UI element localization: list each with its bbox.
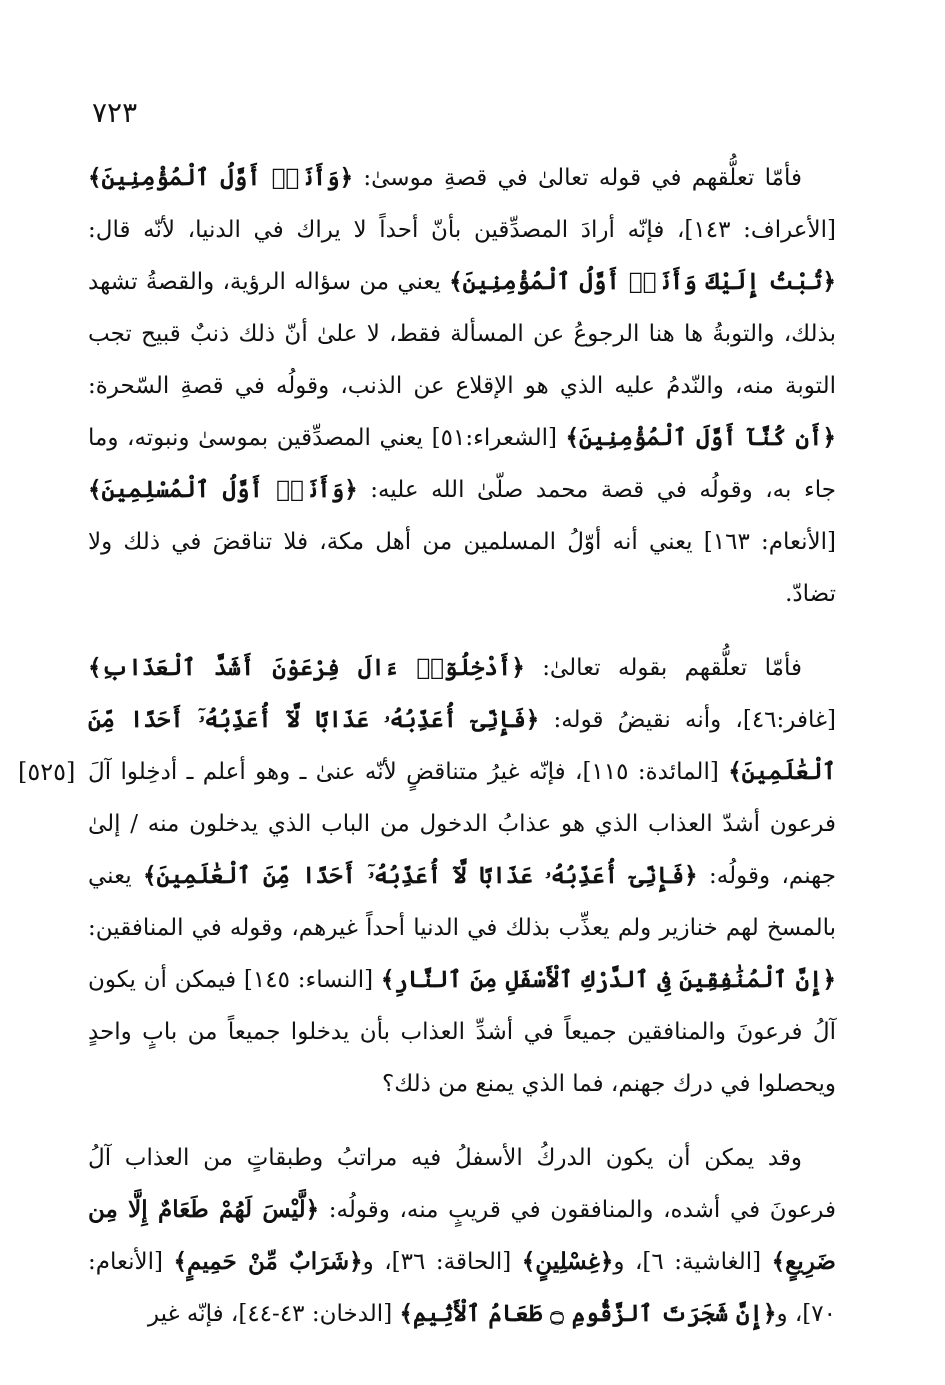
text-segment: [الأنعام: ٧٠]، و bbox=[88, 1249, 836, 1327]
text-segment: [الحاقة: ٣٦]، و bbox=[362, 1249, 522, 1275]
text-segment: [الغاشية: ٦]، و bbox=[613, 1249, 772, 1275]
quran-verse: ﴿فَإِنِّىٓ أُعَذِّبُهُۥ عَذَابًا لَّآ أُعَذِّبُهُۥٓ أَحَدًا مِّنَ ٱلْعَٰلَمِينَ﴾ bbox=[88, 706, 836, 785]
text-segment: يعني من سؤاله الرؤية، والقصةُ تشهد بذلك، والتوبةُ ها هنا الرجوعُ عن المسألة فقط، لا علىٰ أنّ ذلك ذنبٌ قبيح تجب التوبة منه، والنّدمُ عليه الذي هو الإقلاع عن الذنب، وقولُه في قصةِ السّحرة: bbox=[88, 269, 836, 399]
text-segment: وقد يمكن أن يكون الدركُ الأسفلُ فيه مراتبُ وطبقاتٍ من العذاب آلُ فرعونَ في أشده، والمنافقون في قريبٍ منه، وقولُه: bbox=[88, 1145, 836, 1223]
quran-verse: ﴿إِنَّ شَجَرَتَ ٱلزَّقُّومِ ۝ طَعَامُ ٱلْأَثِيمِ﴾ bbox=[399, 1300, 777, 1327]
page-number: ٧٢٣ bbox=[92, 96, 138, 129]
text-segment: [الأعراف: ١٤٣]، فإنّه أرادَ المصدِّقين بأنّ أحداً لا يراك في الدنيا، لأنّه قال: bbox=[88, 217, 836, 243]
text-segment: [الشعراء:٥١] يعني المصدِّقين بموسىٰ ونبوته، وما جاء به، وقولُه في قصة محمد صلّىٰ الله عليه: bbox=[88, 425, 836, 503]
quran-verse: ﴿وَأَنَا۠ أَوَّلُ ٱلْمُسْلِمِينَ﴾ bbox=[88, 476, 358, 503]
quran-verse: ﴿أَدْخِلُوٓا۟ ءَالَ فِرْعَوْنَ أَشَدَّ ٱلْعَذَابِ﴾ bbox=[88, 654, 525, 681]
quran-verse: ﴿فَإِنِّىٓ أُعَذِّبُهُۥ عَذَابًا لَّآ أُعَذِّبُهُۥٓ أَحَدًا مِّنَ ٱلْعَٰلَمِينَ﴾ bbox=[143, 862, 698, 889]
text-segment: [المائدة: ١١٥]، فإنّه غيرُ متناقضٍ لأنّه عنىٰ ـ وهو أعلم ـ أدخِلوا آلَ فرعون أشدّ العذاب الذي هو عذابُ الدخول من الباب الذي يدخلون منه / إلىٰ جهنم، وقولُه: bbox=[88, 759, 837, 889]
paragraph-1 bbox=[88, 152, 836, 620]
text-body bbox=[88, 152, 836, 1362]
text-segment: فأمّا تعلُّقهم بقوله تعالىٰ: bbox=[524, 655, 802, 681]
text-segment: [غافر:٤٦]، وأنه نقيضُ قوله: bbox=[539, 707, 836, 733]
text-segment: [النساء: ١٤٥] فيمكن أن يكون آلُ فرعونَ والمنافقين جميعاً في أشدِّ العذاب بأن يدخلوا جميعاً من بابٍ واحدٍ ويحصلوا في درك جهنم، فما الذي يمنع من ذلك؟ bbox=[88, 967, 836, 1097]
margin-page-reference: [٥٢٥] bbox=[18, 758, 76, 786]
quran-verse: ﴿غِسْلِينٍ﴾ bbox=[521, 1248, 614, 1275]
paragraph-3 bbox=[88, 1132, 836, 1340]
quran-verse: ﴿أَن كُنَّآ أَوَّلَ ٱلْمُؤْمِنِينَ﴾ bbox=[565, 424, 836, 451]
quran-verse: ﴿وَأَنَا۠ أَوَّلُ ٱلْمُؤْمِنِينَ﴾ bbox=[88, 164, 354, 191]
paragraph-2 bbox=[88, 642, 836, 1110]
text-segment: [الأنعام: ١٦٣] يعني أنه أوّلُ المسلمين من أهل مكة، فلا تناقضَ في ذلك ولا تضادّ. bbox=[88, 529, 836, 607]
text-segment: يعني بالمسخ لهم خنازير ولم يعذِّب بذلك في الدنيا أحداً غيرهم، وقوله في المنافقين: bbox=[88, 863, 836, 941]
quran-verse: ﴿إِنَّ ٱلْمُنَٰفِقِينَ فِى ٱلدَّرْكِ ٱلْأَسْفَلِ مِنَ ٱلنَّارِ﴾ bbox=[380, 966, 836, 993]
quran-verse: ﴿شَرَابٌ مِّنْ حَمِيمٍ﴾ bbox=[173, 1248, 363, 1275]
text-segment: [الدخان: ٤٣-٤٤]، فإنّه غير bbox=[147, 1301, 400, 1327]
text-segment: فأمّا تعلُّقهم في قوله تعالىٰ في قصةِ موسىٰ: bbox=[353, 165, 802, 191]
quran-verse: ﴿تُبْتُ إِلَيْكَ وَأَنَا۠ أَوَّلُ ٱلْمُؤْمِنِينَ﴾ bbox=[449, 268, 836, 295]
quran-verse: ﴿لَّيْسَ لَهُمْ طَعَامٌ إِلَّا مِن ضَرِيعٍ﴾ bbox=[88, 1196, 836, 1275]
